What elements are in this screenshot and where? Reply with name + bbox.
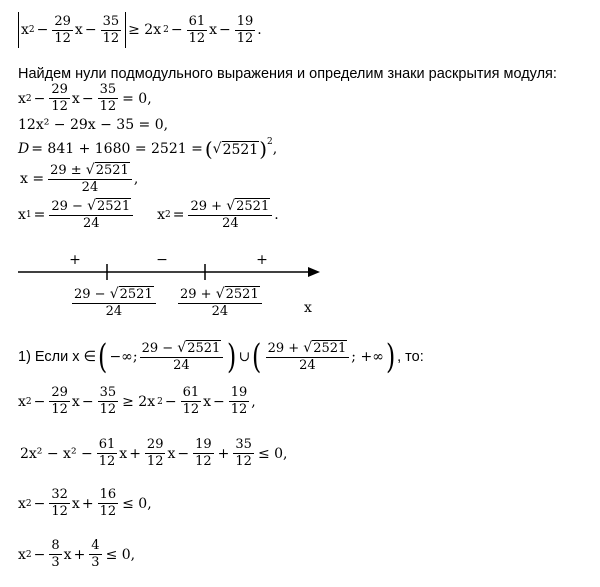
den: 12 bbox=[195, 454, 212, 469]
num: 19 bbox=[236, 13, 254, 29]
num: 61 bbox=[188, 13, 206, 29]
fraction bbox=[49, 82, 70, 115]
lhs: x = bbox=[20, 171, 45, 187]
den: 24 bbox=[82, 216, 100, 231]
sub: 1 bbox=[25, 210, 32, 220]
punct: . bbox=[274, 207, 279, 223]
paren-close: ) bbox=[259, 137, 268, 161]
num: 61 bbox=[98, 437, 116, 452]
den: 24 bbox=[173, 358, 190, 373]
inequality-1 bbox=[18, 385, 256, 418]
num: 29 bbox=[54, 13, 71, 29]
x1-var: x bbox=[18, 207, 26, 223]
den: 12 bbox=[236, 30, 254, 46]
num bbox=[48, 162, 132, 180]
den: 12 bbox=[182, 402, 200, 417]
num: 29 bbox=[146, 437, 164, 452]
square-root bbox=[87, 198, 131, 215]
den: 12 bbox=[99, 402, 117, 417]
op: − bbox=[170, 22, 183, 38]
op: − bbox=[36, 22, 49, 38]
radical-sign: √ bbox=[85, 162, 95, 178]
num: 32 bbox=[51, 487, 68, 502]
square-root bbox=[86, 162, 130, 179]
num bbox=[188, 198, 272, 216]
lead-terms: 2x² − x² − bbox=[20, 445, 93, 462]
tick-label-1 bbox=[70, 286, 158, 320]
den: 3 bbox=[51, 555, 60, 570]
term-x: x bbox=[167, 445, 176, 462]
den: 24 bbox=[211, 304, 229, 319]
inequality-3: x 2 − $\frac{32}{12}$ x + $\frac{16}{12}$ ≤ 0, bbox=[18, 487, 152, 519]
fraction bbox=[98, 82, 119, 115]
den: 12 bbox=[235, 454, 252, 469]
main-inequality bbox=[18, 12, 262, 48]
den: 3 bbox=[91, 555, 100, 570]
paren-open: ( bbox=[252, 337, 262, 377]
op: − bbox=[219, 22, 231, 38]
op: − bbox=[213, 393, 225, 410]
radicand: 2521 bbox=[222, 141, 259, 158]
fraction bbox=[97, 437, 118, 470]
num: 61 bbox=[182, 385, 200, 400]
radicand: 2521 bbox=[119, 287, 153, 302]
radicand: 2521 bbox=[95, 163, 129, 178]
inequality-4: x 2 − $\frac{8}{3}$ x + $\frac{4}{3}$ ≤ 0, bbox=[18, 538, 136, 570]
term-x: x bbox=[209, 22, 218, 38]
den: 12 bbox=[51, 504, 68, 519]
num-text: 29 + bbox=[267, 341, 300, 356]
sign-3: + bbox=[256, 252, 268, 268]
fraction bbox=[98, 385, 119, 418]
den: 12 bbox=[99, 99, 117, 114]
exp: 2 bbox=[163, 25, 169, 35]
discriminant-value: = 841 + 1680 = 2521 = bbox=[31, 141, 203, 157]
square-root bbox=[213, 141, 260, 158]
fraction bbox=[193, 437, 214, 470]
den: 12 bbox=[51, 402, 68, 417]
op: − bbox=[81, 393, 94, 410]
den: 12 bbox=[188, 30, 206, 46]
op: − bbox=[177, 445, 190, 462]
absolute-value bbox=[18, 12, 126, 48]
radical-sign: √ bbox=[177, 340, 187, 356]
then-text: , то: bbox=[397, 349, 424, 365]
fraction bbox=[140, 340, 224, 374]
union: ∪ bbox=[238, 349, 251, 365]
fraction bbox=[266, 340, 350, 374]
neg-infinity: −∞; bbox=[109, 349, 138, 365]
sign-1: + bbox=[69, 252, 81, 268]
num: 35 bbox=[99, 385, 117, 400]
exp: 2 bbox=[25, 549, 32, 560]
num-text: 29 + bbox=[180, 287, 212, 302]
den: 12 bbox=[98, 454, 116, 469]
exp: 2 bbox=[25, 396, 32, 407]
fraction bbox=[49, 538, 61, 571]
equation-1 bbox=[18, 82, 154, 115]
tick-label-2 bbox=[176, 286, 264, 320]
term-x: x bbox=[119, 445, 128, 462]
x2-var: x bbox=[157, 207, 166, 223]
paren-open: ( bbox=[98, 337, 108, 377]
discriminant bbox=[18, 137, 277, 161]
num bbox=[140, 340, 224, 358]
punct: , bbox=[133, 171, 139, 187]
inequality-2: 2x² − x² − $\frac{61}{12}$ x + $\frac{29}{12}$ x − $\frac{19}{12}$ + $\frac{35}{12}$ ≤ 0, bbox=[20, 437, 288, 469]
den: 12 bbox=[230, 402, 248, 417]
den: 24 bbox=[299, 358, 316, 373]
op: ≥ 2x bbox=[128, 22, 162, 38]
num: 35 bbox=[102, 13, 120, 29]
equation-2: 12x² − 29x − 35 = 0, bbox=[18, 117, 169, 133]
punct: , bbox=[251, 393, 256, 410]
square-root bbox=[216, 286, 260, 303]
num: 35 bbox=[235, 437, 252, 452]
radical-sign: √ bbox=[212, 140, 222, 157]
punct: . bbox=[257, 22, 262, 38]
equals-zero: = 0, bbox=[122, 90, 152, 107]
fraction bbox=[98, 487, 119, 520]
op: − bbox=[164, 393, 177, 410]
num: 8 bbox=[51, 538, 60, 553]
op: − bbox=[81, 90, 94, 107]
fraction bbox=[187, 14, 208, 47]
term-x: x bbox=[18, 546, 26, 563]
heading-text: Найдем нули подмодульного выражения и определим знаки раскрытия модуля: bbox=[18, 66, 557, 82]
punct: , bbox=[272, 141, 278, 157]
num: 16 bbox=[99, 487, 117, 502]
fraction bbox=[181, 385, 202, 418]
den: 24 bbox=[105, 304, 123, 319]
op: − bbox=[84, 22, 97, 38]
sub: 2 bbox=[165, 210, 171, 220]
square-root bbox=[226, 198, 270, 215]
op: ≥ 2x bbox=[122, 393, 156, 410]
num: 19 bbox=[195, 437, 212, 452]
fraction bbox=[49, 385, 70, 418]
tail: ≤ 0, bbox=[105, 546, 136, 563]
radicand: 2521 bbox=[187, 341, 221, 356]
fraction bbox=[233, 437, 254, 470]
fraction bbox=[52, 14, 73, 47]
op: − bbox=[33, 393, 46, 410]
term-x: x bbox=[18, 495, 26, 512]
term-x: x bbox=[203, 393, 212, 410]
arrow-head bbox=[308, 267, 320, 277]
num: 19 bbox=[230, 385, 248, 400]
num: 35 bbox=[99, 82, 117, 97]
exp: 2 bbox=[25, 93, 32, 104]
den: 12 bbox=[102, 30, 120, 46]
exp: 2 bbox=[25, 498, 32, 509]
exp: 2 bbox=[28, 25, 35, 35]
num-text: 29 ± bbox=[50, 163, 82, 178]
roots-line: x 1 = 29 − √ 2521 24 x 2 = 29 + √ 2521 24 . bbox=[18, 198, 279, 231]
radicand: 2521 bbox=[225, 287, 259, 302]
radicand: 2521 bbox=[97, 199, 131, 214]
den: 12 bbox=[51, 99, 68, 114]
radical-sign: √ bbox=[303, 340, 313, 356]
fraction bbox=[48, 162, 132, 196]
fraction bbox=[145, 437, 166, 470]
term-x: x bbox=[71, 393, 80, 410]
case-1 bbox=[18, 337, 424, 377]
paren-close: ) bbox=[385, 337, 396, 377]
square-root bbox=[110, 286, 154, 303]
term-x: x bbox=[18, 393, 26, 410]
sign-2: − bbox=[156, 252, 168, 268]
num bbox=[49, 198, 133, 216]
paren-open: ( bbox=[204, 137, 213, 161]
term-x: x bbox=[71, 495, 80, 512]
exp: 2 bbox=[267, 137, 273, 147]
d-symbol: D bbox=[18, 141, 30, 157]
square-root bbox=[303, 340, 347, 357]
fraction bbox=[72, 286, 156, 320]
radical-sign: √ bbox=[215, 286, 225, 302]
square-root bbox=[177, 340, 221, 357]
term-x: x bbox=[18, 90, 26, 107]
num bbox=[266, 340, 350, 358]
num-text: 29 − bbox=[74, 287, 106, 302]
radical-sign: √ bbox=[226, 198, 236, 214]
radicand: 2521 bbox=[313, 341, 347, 356]
term-x: x bbox=[74, 22, 83, 38]
num-text: 29 − bbox=[51, 199, 83, 214]
term-x: x bbox=[63, 546, 72, 563]
fraction bbox=[89, 538, 101, 571]
tail: ≤ 0, bbox=[257, 445, 288, 462]
tail: ≤ 0, bbox=[122, 495, 152, 512]
num: 4 bbox=[91, 538, 100, 553]
num-text: 29 + bbox=[190, 199, 223, 214]
num-text: 29 − bbox=[141, 341, 174, 356]
op: − bbox=[33, 495, 46, 512]
radicand: 2521 bbox=[236, 199, 270, 214]
num bbox=[178, 286, 262, 304]
den: 12 bbox=[54, 30, 71, 46]
fraction bbox=[49, 198, 133, 232]
fraction bbox=[101, 14, 122, 47]
fraction bbox=[49, 487, 70, 520]
term-x: x bbox=[71, 90, 80, 107]
axis-label: x bbox=[304, 300, 312, 316]
op: − bbox=[33, 90, 46, 107]
num bbox=[72, 286, 156, 304]
num: 29 bbox=[51, 82, 68, 97]
fraction bbox=[178, 286, 262, 320]
paren-close: ) bbox=[227, 337, 237, 377]
fraction bbox=[229, 385, 250, 418]
pos-infinity: ; +∞ bbox=[351, 349, 384, 365]
case-label: 1) Если x ∈ bbox=[18, 349, 97, 365]
den: 24 bbox=[81, 180, 99, 195]
den: 12 bbox=[99, 504, 117, 519]
op: − bbox=[33, 546, 46, 563]
fraction bbox=[235, 14, 256, 47]
fraction bbox=[188, 198, 272, 232]
term-x: x bbox=[21, 22, 29, 38]
den: 12 bbox=[146, 454, 164, 469]
radical-sign: √ bbox=[109, 286, 119, 302]
root-formula bbox=[18, 162, 138, 196]
exp: 2 bbox=[157, 396, 163, 407]
num: 29 bbox=[51, 385, 68, 400]
radical-sign: √ bbox=[87, 198, 97, 214]
den: 24 bbox=[222, 216, 239, 231]
